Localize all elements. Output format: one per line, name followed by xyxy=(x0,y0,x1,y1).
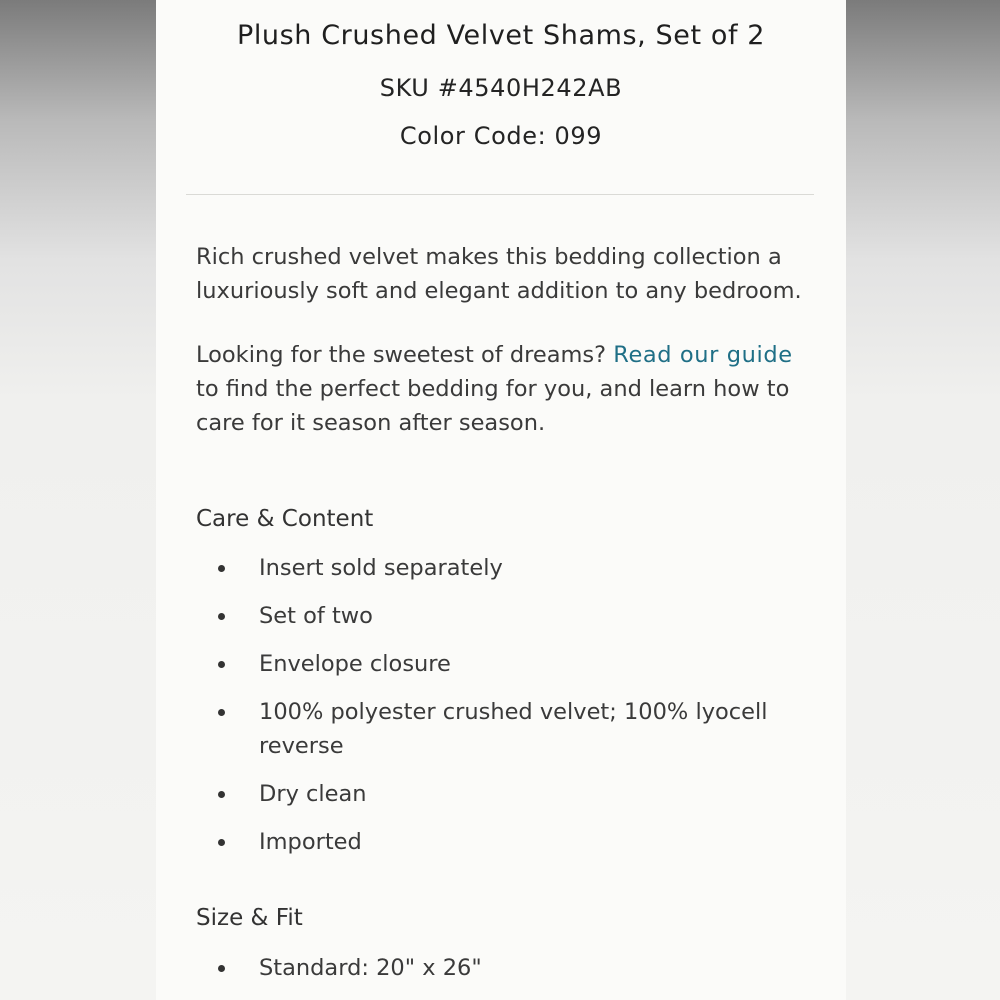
read-guide-link[interactable]: Read our guide xyxy=(613,342,793,368)
list-item: Dry clean xyxy=(196,777,816,811)
list-item: Envelope closure xyxy=(196,647,816,681)
list-item: Insert sold separately xyxy=(196,551,816,585)
list-item: 100% polyester crushed velvet; 100% lyocell reverse xyxy=(196,695,816,763)
guide-paragraph xyxy=(196,338,816,440)
list-item: Set of two xyxy=(196,599,816,633)
list-item: Standard: 20" x 26" xyxy=(196,951,816,985)
divider xyxy=(186,194,814,195)
product-description: Rich crushed velvet makes this bedding collection a luxuriously soft and elegant addition to any bedroom. xyxy=(196,244,802,304)
care-content-heading: Care & Content xyxy=(196,506,374,532)
list-item: Imported xyxy=(196,825,816,859)
guide-outro-text: to find the perfect bedding for you, and learn how to care for it season after season. xyxy=(196,376,790,436)
product-details-panel xyxy=(156,0,846,1000)
care-content-list xyxy=(196,551,816,873)
product-sku: SKU #4540H242AB xyxy=(379,74,623,102)
product-title: Plush Crushed Velvet Shams, Set of 2 xyxy=(236,20,766,51)
guide-intro-text: Looking for the sweetest of dreams? xyxy=(196,342,607,368)
size-fit-heading: Size & Fit xyxy=(196,905,303,931)
product-color-code: Color Code: 099 xyxy=(399,122,603,150)
size-fit-list xyxy=(196,951,816,999)
